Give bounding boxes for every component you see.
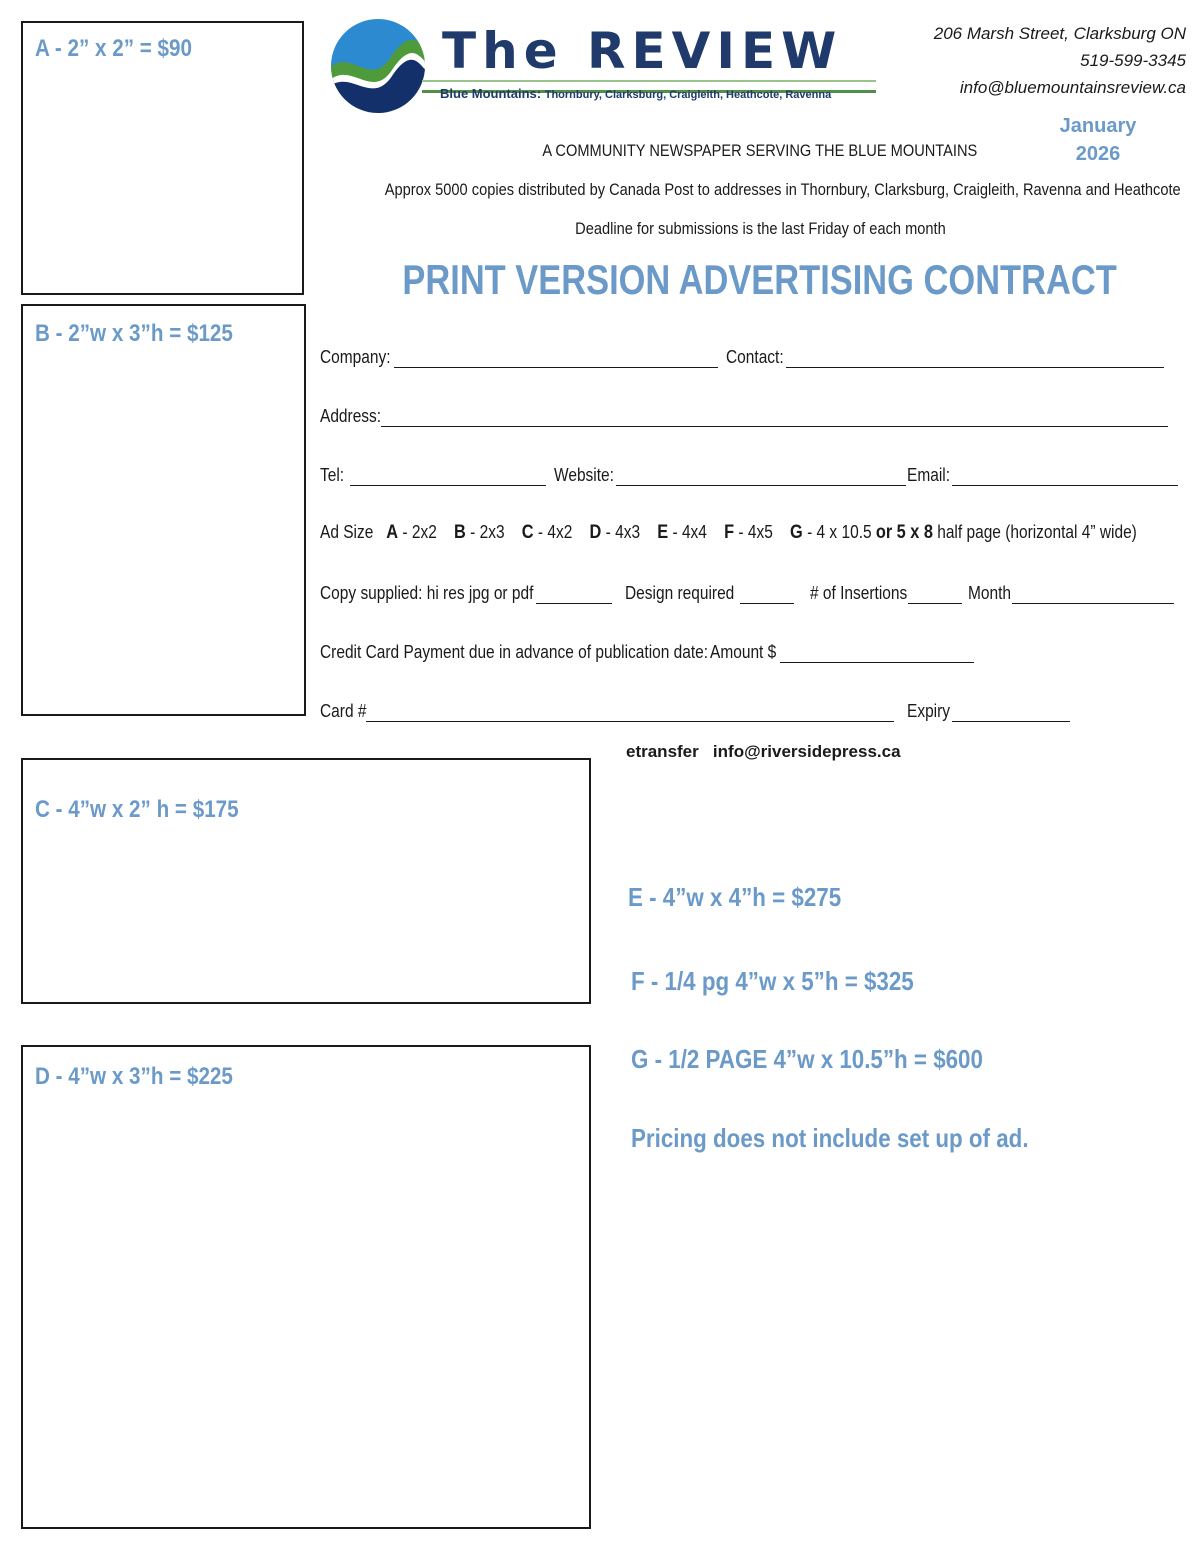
size-b-text: - 2x3 bbox=[465, 522, 505, 542]
logo bbox=[330, 18, 880, 118]
size-or: or bbox=[875, 522, 893, 543]
size-tail: half page (horizontal 4” wide) bbox=[932, 522, 1137, 542]
design-required-field[interactable] bbox=[740, 603, 794, 604]
contact-address: 206 Marsh Street, Clarksburg ON bbox=[933, 24, 1186, 43]
tel-label: Tel: bbox=[320, 465, 345, 485]
size-e-letter: E bbox=[657, 522, 669, 543]
size-g-letter: G bbox=[790, 522, 803, 543]
contact-field[interactable] bbox=[786, 367, 1164, 368]
expiry-label: Expiry bbox=[907, 701, 951, 721]
price-f: F - 1/4 pg 4”w x 5”h = $325 bbox=[631, 966, 914, 996]
address-label: Address: bbox=[320, 406, 382, 426]
contact-email: info@bluemountainsreview.ca bbox=[959, 78, 1186, 97]
website-label: Website: bbox=[554, 465, 614, 485]
distribution-note: Approx 5000 copies distributed by Canada Post to addresses in Thornbury, Clarksburg, Craigleith, Ravenna and Heathcote bbox=[384, 180, 1181, 199]
edition-month: January bbox=[1059, 115, 1137, 137]
logo-mountain-icon bbox=[330, 18, 426, 114]
ad-box-c bbox=[21, 758, 591, 1004]
size-c-letter: C bbox=[521, 522, 534, 543]
ad-box-d bbox=[21, 1045, 591, 1529]
website-field[interactable] bbox=[616, 485, 906, 486]
logo-rule-light bbox=[422, 80, 876, 82]
etransfer-note: etransfer info@riversidepress.ca bbox=[626, 742, 901, 761]
size-a-letter: A bbox=[386, 522, 399, 543]
ad-box-a bbox=[21, 21, 304, 295]
month-field[interactable] bbox=[1012, 603, 1174, 604]
size-a-text: - 2x2 bbox=[398, 522, 437, 542]
size-e-text: - 4x4 bbox=[668, 522, 707, 542]
contact-phone: 519-599-3345 bbox=[1080, 51, 1186, 70]
insertions-field[interactable] bbox=[908, 603, 962, 604]
form-title: PRINT VERSION ADVERTISING CONTRACT bbox=[402, 256, 1118, 303]
tel-row bbox=[320, 465, 1190, 489]
amount-label: Amount $ bbox=[710, 642, 777, 662]
contact-label: Contact: bbox=[726, 347, 784, 367]
address-row bbox=[320, 406, 1180, 430]
size-b-letter: B bbox=[454, 522, 466, 543]
size-g-text: - 4 x 10.5 bbox=[802, 522, 876, 542]
card-number-field[interactable] bbox=[366, 721, 894, 722]
card-number-label: Card # bbox=[320, 701, 367, 721]
copy-supplied-label: Copy supplied: hi res jpg or pdf bbox=[320, 583, 534, 603]
logo-subtitle-towns: Thornbury, Clarksburg, Craigleith, Heathcote, Ravenna bbox=[544, 89, 832, 101]
expiry-field[interactable] bbox=[952, 721, 1070, 722]
company-row bbox=[320, 347, 1180, 371]
price-e: E - 4”w x 4”h = $275 bbox=[628, 882, 842, 912]
card-row bbox=[320, 701, 1180, 725]
company-label: Company: bbox=[320, 347, 391, 367]
size-c-text: - 4x2 bbox=[533, 522, 573, 542]
design-required-label: Design required bbox=[625, 583, 735, 603]
amount-field[interactable] bbox=[780, 662, 974, 663]
size-f-text: - 4x5 bbox=[734, 522, 773, 542]
price-g: G - 1/2 PAGE 4”w x 10.5”h = $600 bbox=[631, 1044, 983, 1074]
size-f-letter: F bbox=[724, 522, 735, 543]
ad-box-b-label: B - 2”w x 3”h = $125 bbox=[35, 320, 233, 347]
insertions-label: # of Insertions bbox=[810, 583, 908, 603]
month-label: Month bbox=[968, 583, 1012, 603]
size-d-letter: D bbox=[589, 522, 602, 543]
ad-box-b bbox=[21, 304, 306, 716]
copy-row bbox=[320, 583, 1180, 607]
ad-size-options bbox=[320, 522, 1137, 544]
credit-card-label: Credit Card Payment due in advance of publication date: bbox=[320, 642, 709, 662]
edition-year: 2026 bbox=[1075, 143, 1121, 165]
tagline: A COMMUNITY NEWSPAPER SERVING THE BLUE MOUNTAINS bbox=[542, 141, 978, 160]
payment-row bbox=[320, 642, 1180, 666]
logo-title: The REVIEW bbox=[442, 22, 843, 80]
contact-block bbox=[934, 20, 1186, 101]
address-field[interactable] bbox=[381, 426, 1168, 427]
copy-supplied-field[interactable] bbox=[536, 603, 612, 604]
size-d-text: - 4x3 bbox=[601, 522, 641, 542]
deadline-note: Deadline for submissions is the last Friday of each month bbox=[574, 219, 946, 238]
logo-subtitle bbox=[440, 86, 831, 101]
ad-box-a-label: A - 2” x 2” = $90 bbox=[35, 35, 192, 62]
ad-box-d-label: D - 4”w x 3”h = $225 bbox=[35, 1063, 233, 1090]
size-alt: 5 x 8 bbox=[896, 522, 933, 543]
email-label: Email: bbox=[907, 465, 951, 485]
email-field[interactable] bbox=[952, 485, 1178, 486]
ad-size-label: Ad Size bbox=[320, 522, 374, 542]
company-field[interactable] bbox=[394, 367, 718, 368]
tel-field[interactable] bbox=[350, 485, 546, 486]
ad-box-c-label: C - 4”w x 2” h = $175 bbox=[35, 796, 239, 823]
logo-subtitle-region: Blue Mountains: bbox=[440, 86, 542, 101]
pricing-note: Pricing does not include set up of ad. bbox=[631, 1123, 1029, 1153]
